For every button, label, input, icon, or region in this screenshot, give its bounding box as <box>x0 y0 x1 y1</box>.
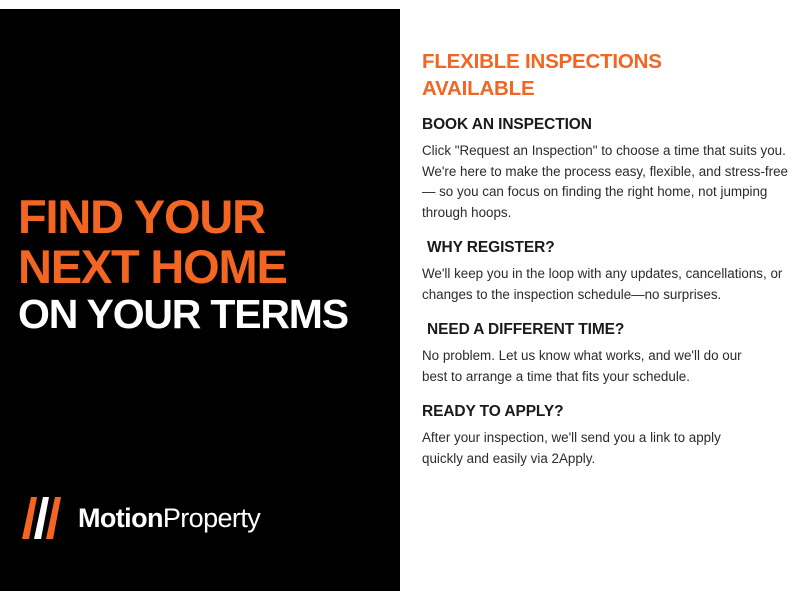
section-ready-to-apply <box>422 403 790 469</box>
section-body: We'll keep you in the loop with any updates, cancellations, or changes to the inspection schedule—no surprises. <box>422 266 783 302</box>
content-panel <box>400 0 800 600</box>
hero-panel <box>0 9 400 591</box>
brand-logo-text <box>78 503 260 534</box>
section-heading: WHY REGISTER? <box>427 239 555 257</box>
section-body: After your inspection, we'll send you a link to apply quickly and easily via 2Apply. <box>422 430 721 466</box>
section-need-a-different-time <box>422 321 790 387</box>
hero-headline-line-2: NEXT HOME <box>18 240 287 294</box>
section-heading: BOOK AN INSPECTION <box>422 116 592 134</box>
section-heading: NEED A DIFFERENT TIME? <box>427 321 625 339</box>
hero-headline-line-3: ON YOUR TERMS <box>18 291 348 338</box>
brand-name-primary: Motion <box>78 502 163 533</box>
brand-logo <box>22 497 260 539</box>
hero-headline <box>18 190 390 338</box>
section-heading: READY TO APPLY? <box>422 403 564 421</box>
section-why-register <box>422 239 790 305</box>
section-book-an-inspection <box>422 116 790 223</box>
motion-logo-mark-icon <box>22 497 68 539</box>
hero-headline-line-1: FIND YOUR <box>18 190 265 243</box>
section-body: Click "Request an Inspection" to choose a time that suits you. We're here to make the process easy, flexible, and stress-free — so you can focus on finding the right home, not jumping through hoops. <box>422 143 789 220</box>
section-body: No problem. Let us know what works, and we'll do our best to arrange a time that fits your schedule. <box>422 348 742 384</box>
brand-name-secondary: Property <box>162 502 261 533</box>
eyebrow-heading: FLEXIBLE INSPECTIONS AVAILABLE <box>422 50 662 101</box>
